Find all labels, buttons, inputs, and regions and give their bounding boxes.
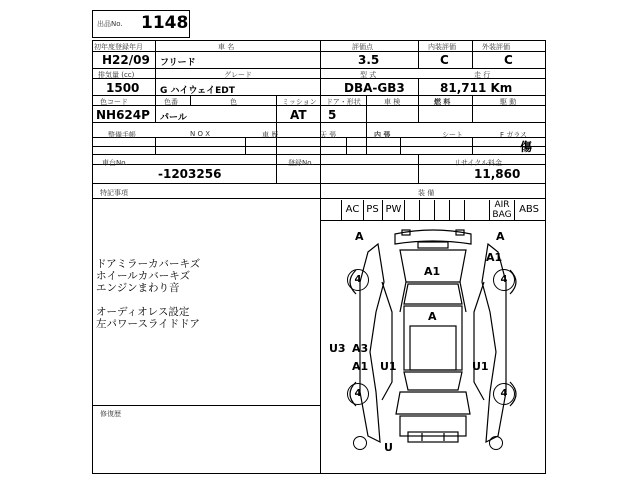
chassis-label: 車台No. [102, 159, 128, 167]
color-no-label: 色番 [164, 98, 178, 106]
drive-label: 駆 動 [500, 98, 517, 106]
model-value: DBA-GB3 [344, 81, 405, 95]
car-name-label: 車 名 [218, 43, 235, 51]
damage-u1-right: U1 [472, 360, 489, 373]
damage-a1-roof: A1 [424, 265, 441, 278]
seat-label: シート [442, 131, 463, 139]
note-line: オーディオレス設定 [96, 306, 190, 318]
exterior-label: 外装評価 [482, 43, 510, 51]
sunroof-label: 天 張 [320, 131, 337, 139]
option-blank [420, 200, 435, 220]
option-airbag: AIR BAG [490, 200, 515, 220]
glass-label: F ガラス [500, 131, 528, 139]
note-line: ドアミラーカバーキズ [96, 258, 201, 270]
marker-circle [353, 436, 367, 450]
option-blank [465, 200, 490, 220]
history-label: 車 歴 [262, 131, 279, 139]
doors-label: ドア・形状 [326, 98, 361, 106]
interior-wear-label: 内 張 [374, 131, 391, 139]
doors-value: 5 [328, 108, 337, 122]
interior-value: C [440, 53, 449, 67]
exterior-value: C [504, 53, 513, 67]
displacement-value: 1500 [106, 81, 140, 95]
mileage-value: 81,711 Km [440, 81, 513, 95]
marker-circle [489, 436, 503, 450]
chassis-value: -1203256 [158, 167, 222, 181]
note-line: 左パワースライドドア [96, 318, 200, 330]
mission-label: ミッション [282, 98, 317, 106]
color-code-label: 色コード [100, 98, 128, 106]
notes-list [96, 258, 200, 330]
note-line: エンジンまわり音 [96, 282, 180, 294]
lot-number: 1148 [141, 13, 189, 33]
first-reg-value: H22/09 [102, 53, 150, 67]
glass-value: 傷 [520, 140, 533, 154]
recycle-label: リサイクル料金 [454, 159, 503, 167]
equipment-label: 装 備 [418, 189, 435, 197]
repair-label: 修復歴 [100, 410, 121, 418]
damage-a-front-right: A [496, 230, 505, 243]
model-label: 型 式 [360, 71, 377, 79]
mission-value: AT [290, 108, 307, 122]
note-line [96, 294, 200, 306]
wheel-front-left: 4 [347, 269, 369, 291]
first-reg-label: 初年度登録年月 [94, 43, 143, 51]
option-pw: PW [383, 200, 405, 220]
fuel-label: 燃 料 [434, 98, 451, 106]
damage-u3: U3 [329, 342, 346, 355]
damage-a3: A3 [352, 342, 369, 355]
displacement-label: 排気量 (cc) [98, 71, 135, 79]
damage-a-front-left: A [355, 230, 364, 243]
score-value: 3.5 [358, 53, 380, 67]
lot-label: 出品No. [97, 20, 123, 28]
option-ps: PS [363, 200, 383, 220]
damage-a-roof-rear: A [428, 310, 437, 323]
reg-no-label: 登録No. [288, 159, 314, 167]
grade-value: G ハイウェイEDT [160, 86, 235, 96]
inspection-label: 車 検 [384, 98, 401, 106]
color-code-value: NH624P [96, 108, 150, 122]
option-blank [450, 200, 465, 220]
option-ac: AC [341, 200, 364, 220]
option-blank [435, 200, 450, 220]
color-label: 色 [230, 98, 237, 106]
manual-label: 整備手帳 [108, 131, 136, 139]
car-name-value: フリード [160, 58, 196, 68]
damage-a1-right-front: A1 [486, 251, 503, 264]
option-blank [405, 200, 420, 220]
damage-u1-left: U1 [380, 360, 397, 373]
option-abs: ABS [519, 204, 539, 215]
wheel-rear-left: 4 [347, 383, 369, 405]
interior-label: 内装評価 [428, 43, 456, 51]
nox-label: N O X [190, 130, 210, 138]
score-label: 評価点 [352, 43, 373, 51]
damage-a1-left-side: A1 [352, 360, 369, 373]
mileage-label: 走 行 [474, 71, 491, 79]
wheel-rear-right: 4 [493, 383, 515, 405]
color-value: パール [160, 113, 187, 123]
damage-u-rear: U [384, 441, 393, 454]
notes-label: 特記事項 [100, 189, 128, 197]
wheel-front-right: 4 [493, 269, 515, 291]
grade-label: グレード [224, 71, 252, 79]
note-line: ホイールカバーキズ [96, 270, 191, 282]
recycle-value: 11,860 [474, 167, 521, 181]
